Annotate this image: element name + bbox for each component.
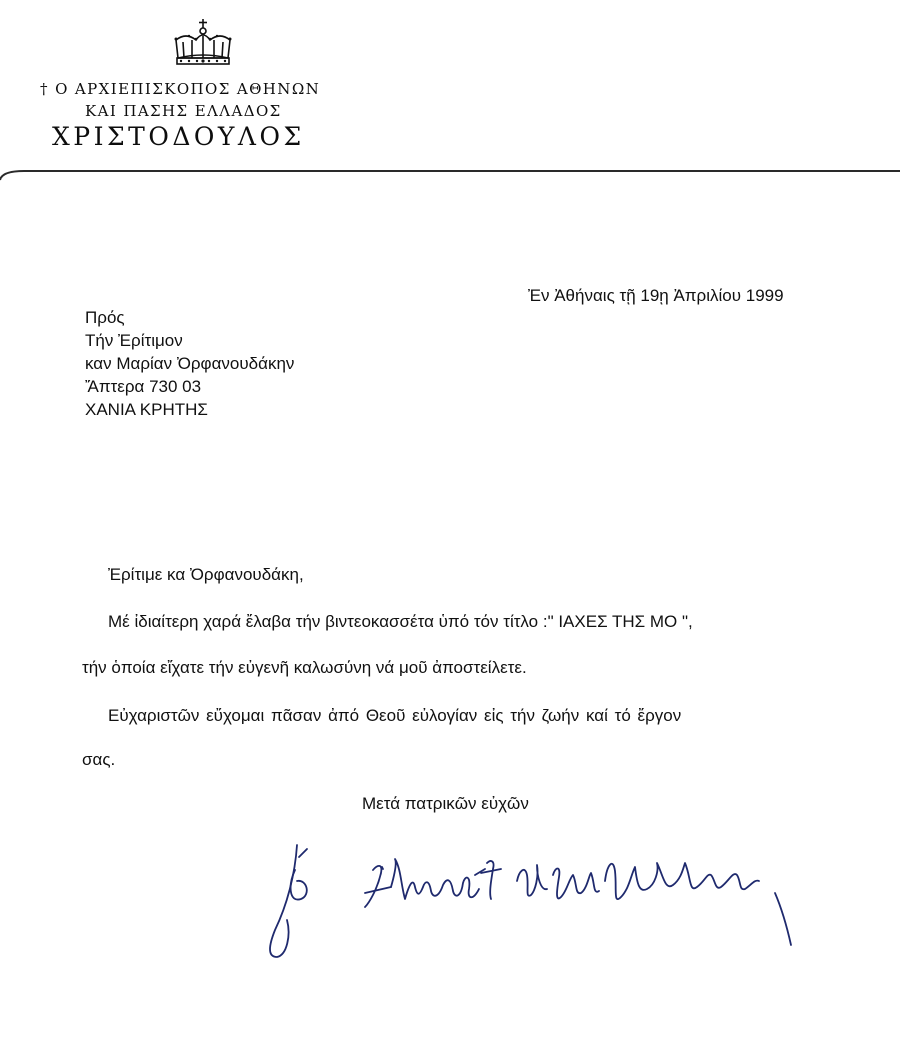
recipient-line: καν Μαρίαν Ὀρφανουδάκην	[85, 354, 295, 373]
letterhead	[40, 80, 370, 151]
recipient-line: Ἄπτερα 730 03	[85, 377, 202, 396]
body-paragraph: Μέ ἰδιαίτερη χαρά ἔλαβα τήν βιντεοκασσέτα ὑπό τόν τίτλο :" ΙΑΧΕΣ ΤΗΣ ΜΟ ",	[108, 612, 693, 631]
letterhead-rule	[0, 160, 900, 184]
letterhead-subtitle: ΚΑΙ ΠΑΣΗΣ ΕΛΛΑΔΟΣ	[85, 102, 282, 120]
body-paragraph: Εὐχαριστῶν εὔχομαι πᾶσαν ἀπό Θεοῦ εὐλογίαν εἰς τήν ζωήν καί τό ἔργον	[108, 706, 682, 725]
body-paragraph: τήν ὁποία εἴχατε τήν εὐγενῆ καλωσύνη νά μοῦ ἀποστείλετε.	[82, 658, 527, 677]
letterhead-name: ΧΡΙΣΤΟΔΟΥΛΟΣ	[52, 122, 305, 151]
crown-icon	[172, 18, 234, 66]
recipient-line: Τήν Ἐρίτιμον	[85, 331, 183, 350]
body-paragraph: σας.	[82, 750, 116, 769]
signature	[255, 835, 815, 970]
closing: Μετά πατρικῶν εὐχῶν	[362, 794, 529, 813]
letterhead-title: † Ο ΑΡΧΙΕΠΙΣΚΟΠΟΣ ΑΘΗΝΩΝ	[40, 80, 321, 98]
recipient-line: Πρός	[85, 308, 125, 327]
recipient-address	[85, 306, 294, 421]
recipient-line: ΧΑΝΙΑ ΚΡΗΤΗΣ	[85, 400, 208, 419]
salutation: Ἐρίτιμε κα Ὀρφανουδάκη,	[108, 565, 304, 584]
letter-date: Ἐν Ἀθήναις τῇ 19ῃ Ἀπριλίου 1999	[528, 286, 784, 305]
